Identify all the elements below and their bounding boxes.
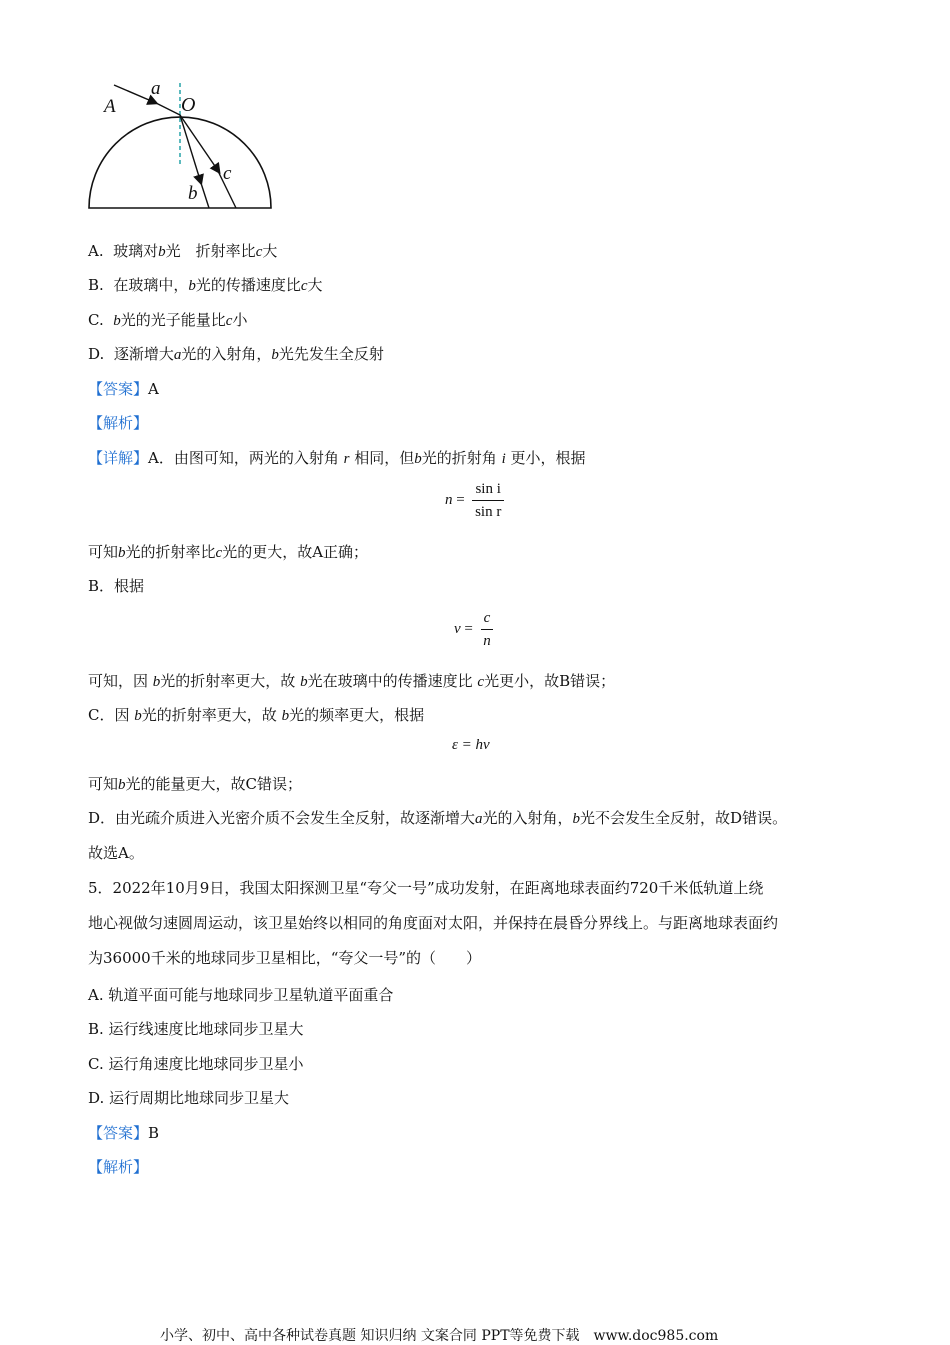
q4-detail-a: 【详解】A．由图可知，两光的入射角 r 相同，但b光的折射角 i 更小，根据 xyxy=(88,449,586,467)
formula-photon-energy: ε = hν xyxy=(452,737,490,753)
q4-option-d: D. 逐渐增大a光的入射角，b光先发生全反射 xyxy=(88,345,384,363)
label-a: a xyxy=(151,78,161,99)
q5-option-a: A. 轨道平面可能与地球同步卫星轨道平面重合 xyxy=(88,986,394,1004)
incident-ray xyxy=(114,85,156,103)
line-a-conclusion: 可知b光的折射率比c光的更大，故A正确； xyxy=(88,543,369,561)
q5-option-d: D. 运行周期比地球同步卫星大 xyxy=(88,1089,290,1107)
q4-answer: 【答案】A xyxy=(88,380,159,398)
footer-site-link[interactable]: www.doc985.com xyxy=(593,1328,719,1344)
ray-b-tail xyxy=(200,180,209,208)
ray-b xyxy=(180,115,201,183)
line-c-conclusion: 可知b光的能量更大，故C错误； xyxy=(88,775,302,793)
line-choice: 故选A。 xyxy=(88,844,144,862)
formula-refractive-index: n = $\frac{\text{sin i}}{\text{sin r}}$ xyxy=(445,480,504,521)
q5-option-c: C. 运行角速度比地球同步卫星小 xyxy=(88,1055,304,1073)
q5-option-b: B. 运行线速度比地球同步卫星大 xyxy=(88,1020,304,1038)
q4-option-a: A. 玻璃对b光 折射率比c大 xyxy=(88,242,278,260)
q5-stem-line-3: 为36000千米的地球同步卫星相比，“夸父一号”的（ ） xyxy=(88,949,482,967)
q4-analysis-tag: 【解析】 xyxy=(88,414,149,432)
line-b-intro: B．根据 xyxy=(88,577,145,595)
label-O: O xyxy=(181,94,196,116)
q4-option-c: C. b光的光子能量比c小 xyxy=(88,311,248,329)
footer-text: 小学、初中、高中各种试卷真题 知识归纳 文案合同 PPT等免费下载 xyxy=(160,1328,580,1344)
line-b-conclusion: 可知，因 b光的折射率更大，故 b光在玻璃中的传播速度比 c光更小，故B错误； xyxy=(88,672,616,690)
incident-ray-tail xyxy=(154,102,180,115)
line-d: D．由光疏介质进入光密介质不会发生全反射，故逐渐增大a光的入射角，b光不会发生全反射，故D错误。 xyxy=(88,809,788,827)
page-footer xyxy=(160,1325,718,1345)
q5-answer: 【答案】B xyxy=(88,1124,160,1142)
formula-velocity: v = $\frac{c}{n}$ xyxy=(454,609,493,650)
q5-analysis-tag: 【解析】 xyxy=(88,1158,149,1176)
q4-option-b: B. 在玻璃中，b光的传播速度比c大 xyxy=(88,276,323,294)
q5-stem-line-1: 5．2022年10月9日，我国太阳探测卫星“夸父一号”成功发射，在距离地球表面约720千米低轨道上绕 xyxy=(88,879,764,897)
refraction-figure xyxy=(80,75,280,215)
label-A: A xyxy=(104,96,116,117)
q5-stem-line-2: 地心视做匀速圆周运动，该卫星始终以相同的角度面对太阳，并保持在晨昏分界线上。与距离地球表面约 xyxy=(88,914,779,932)
line-c-intro: C．因 b光的折射率更大，故 b光的频率更大，根据 xyxy=(88,706,425,724)
label-c: c xyxy=(223,163,232,184)
label-b: b xyxy=(188,183,198,204)
